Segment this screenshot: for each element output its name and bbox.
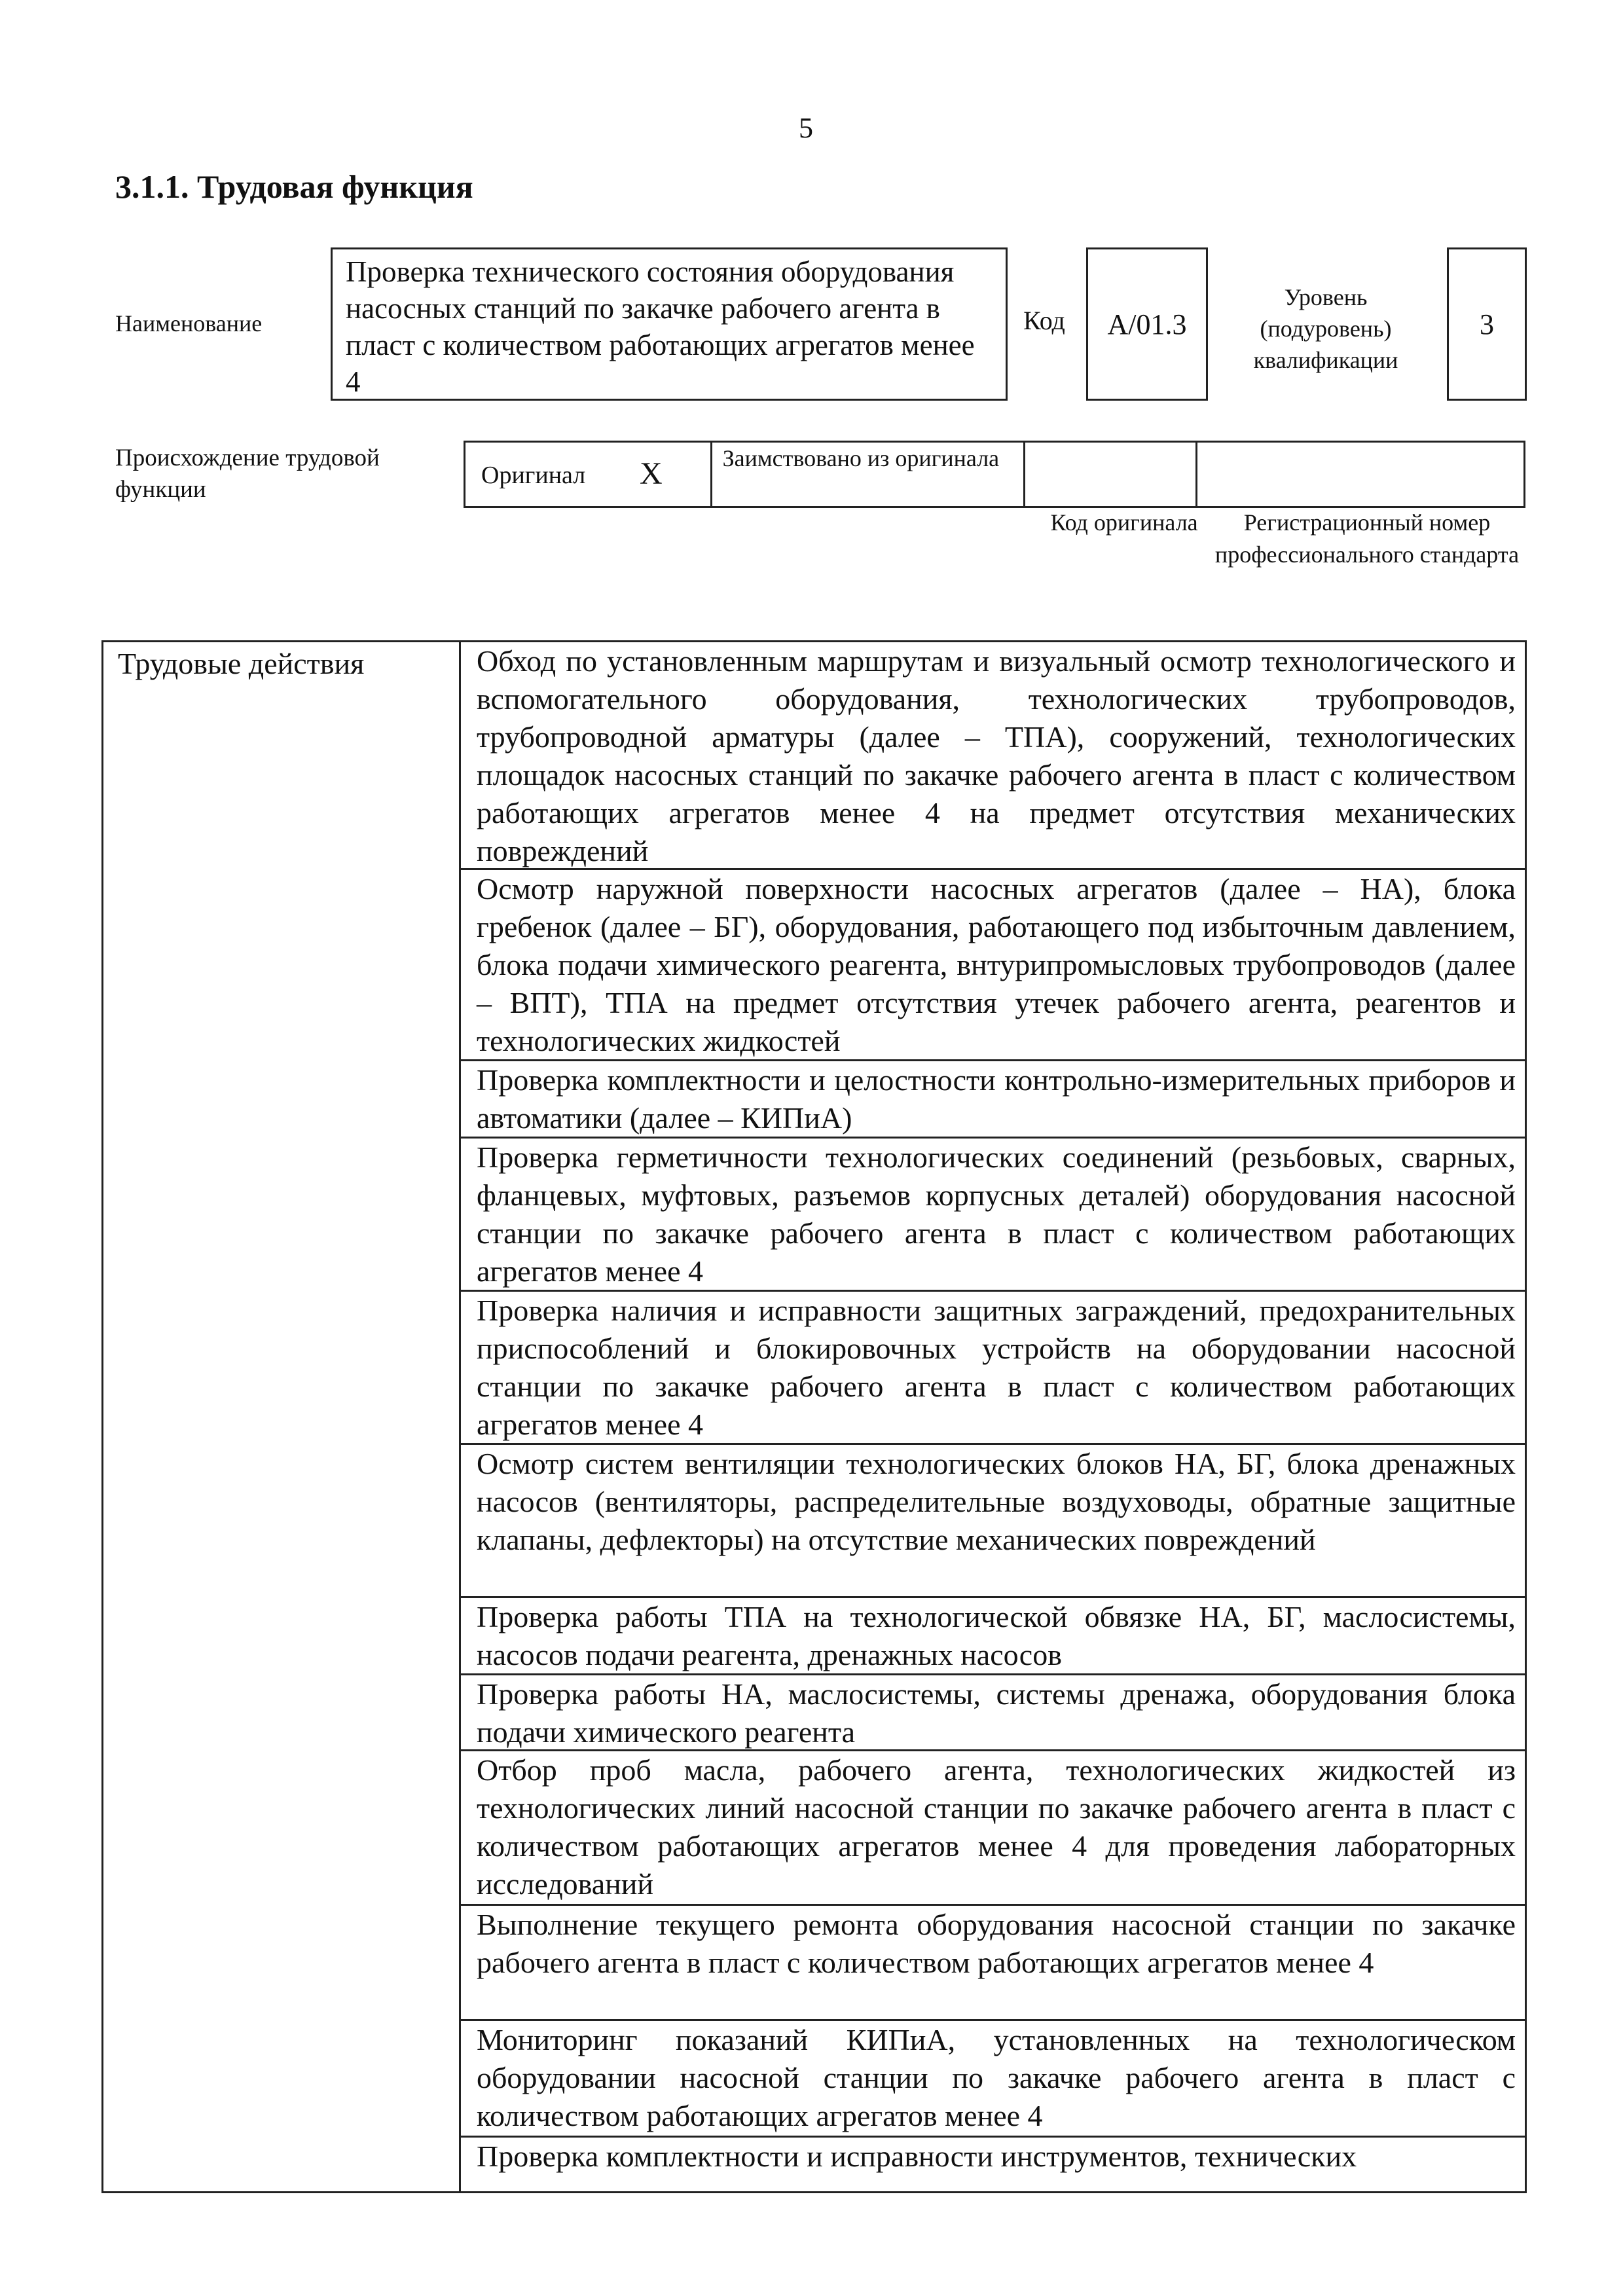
origin-label: Происхождение трудовой функции	[115, 445, 380, 503]
labor-action-item: Проверка наличия и исправности защитных заграждений, предохранительных приспособлений и блокировочных устройств на оборудовании насосной станции по закачке рабочего агента в пласт с количеством работающих агрегатов менее 4	[461, 1292, 1525, 1445]
caption-reg-number: Регистрационный номер профессионального стандарта	[1214, 509, 1520, 568]
level-label: Уровень (подуровень) квалификации	[1253, 284, 1398, 373]
labor-action-item: Отбор проб масла, рабочего агента, технологических жидкостей из технологических линий насосной станции по закачке рабочего агента в пласт с количеством работающих агрегатов менее 4 для проведения лабораторных исследований	[461, 1751, 1525, 1906]
borrowed-label: Заимствовано из оригинала	[712, 443, 1025, 506]
naimenovanie-label: Наименование	[115, 310, 263, 337]
labor-action-item: Проверка работы НА, маслосистемы, системы дренажа, оборудования блока подачи химического реагента	[461, 1675, 1525, 1751]
labor-action-item: Выполнение текущего ремонта оборудования насосной станции по закачке рабочего агента в пласт с количеством работающих агрегатов менее 4	[461, 1906, 1525, 2021]
function-code-box: A/01.3	[1086, 247, 1208, 401]
section-heading: 3.1.1. Трудовая функция	[115, 168, 473, 205]
page-number: 5	[799, 112, 813, 144]
labor-action-item: Мониторинг показаний КИПиА, установленных на технологическом оборудовании насосной станции по закачке рабочего агента в пласт с количеством работающих агрегатов менее 4	[461, 2021, 1525, 2138]
original-code-cell	[1025, 443, 1197, 506]
labor-action-item: Проверка работы ТПА на технологической обвязке НА, БГ, маслосистемы, насосов подачи реагента, дренажных насосов	[461, 1598, 1525, 1675]
labor-action-item: Проверка комплектности и целостности контрольно-измерительных приборов и автоматики (далее – КИПиА)	[461, 1061, 1525, 1139]
labor-action-item: Обход по установленным маршрутам и визуальный осмотр технологического и вспомогательного оборудования, технологических трубопроводов, трубопроводной арматуры (далее – ТПА), сооружений, технологических площадок насосных станций по закачке рабочего агента в пласт с количеством работающих агрегатов менее 4 на предмет отсутствия механических повреждений	[461, 642, 1525, 870]
labor-action-item: Осмотр наружной поверхности насосных агрегатов (далее – НА), блока гребенок (далее – БГ), оборудования, работающего под избыточным давлением, блока подачи химического реагента, внтурипромысловых трубопроводов (далее – ВПТ), ТПА на предмет отсутствия утечек рабочего агента, реагентов и технологических жидкостей	[461, 870, 1525, 1061]
labor-actions-label: Трудовые действия	[118, 647, 365, 680]
labor-actions-label-cell	[103, 642, 461, 2191]
kod-label: Код	[1023, 306, 1065, 335]
origin-table	[464, 441, 1525, 508]
labor-action-item: Проверка герметичности технологических соединений (резьбовых, сварных, фланцевых, муфтовых, разъемов корпусных деталей) оборудования насосной станции по закачке рабочего агента в пласт с количеством работающих агрегатов менее 4	[461, 1139, 1525, 1292]
caption-code-original: Код оригинала	[1050, 509, 1198, 536]
labor-actions-table	[101, 640, 1527, 2193]
origin-original-cell	[465, 443, 712, 506]
function-name-box: Проверка технического состояния оборудования насосных станций по закачке рабочего агента в пласт с количеством работающих агрегатов менее 4	[331, 247, 1008, 401]
level-box: 3	[1447, 247, 1527, 401]
original-mark: X	[640, 456, 663, 491]
labor-action-item: Проверка комплектности и исправности инструментов, технических	[477, 2140, 1357, 2173]
original-label: Оригинал	[481, 462, 586, 489]
reg-number-cell	[1197, 443, 1523, 506]
labor-action-item: Осмотр систем вентиляции технологических блоков НА, БГ, блока дренажных насосов (вентиляторы, распределительные воздуховоды, обратные защитные клапаны, дефлекторы) на отсутствие механических повреждений	[461, 1445, 1525, 1598]
